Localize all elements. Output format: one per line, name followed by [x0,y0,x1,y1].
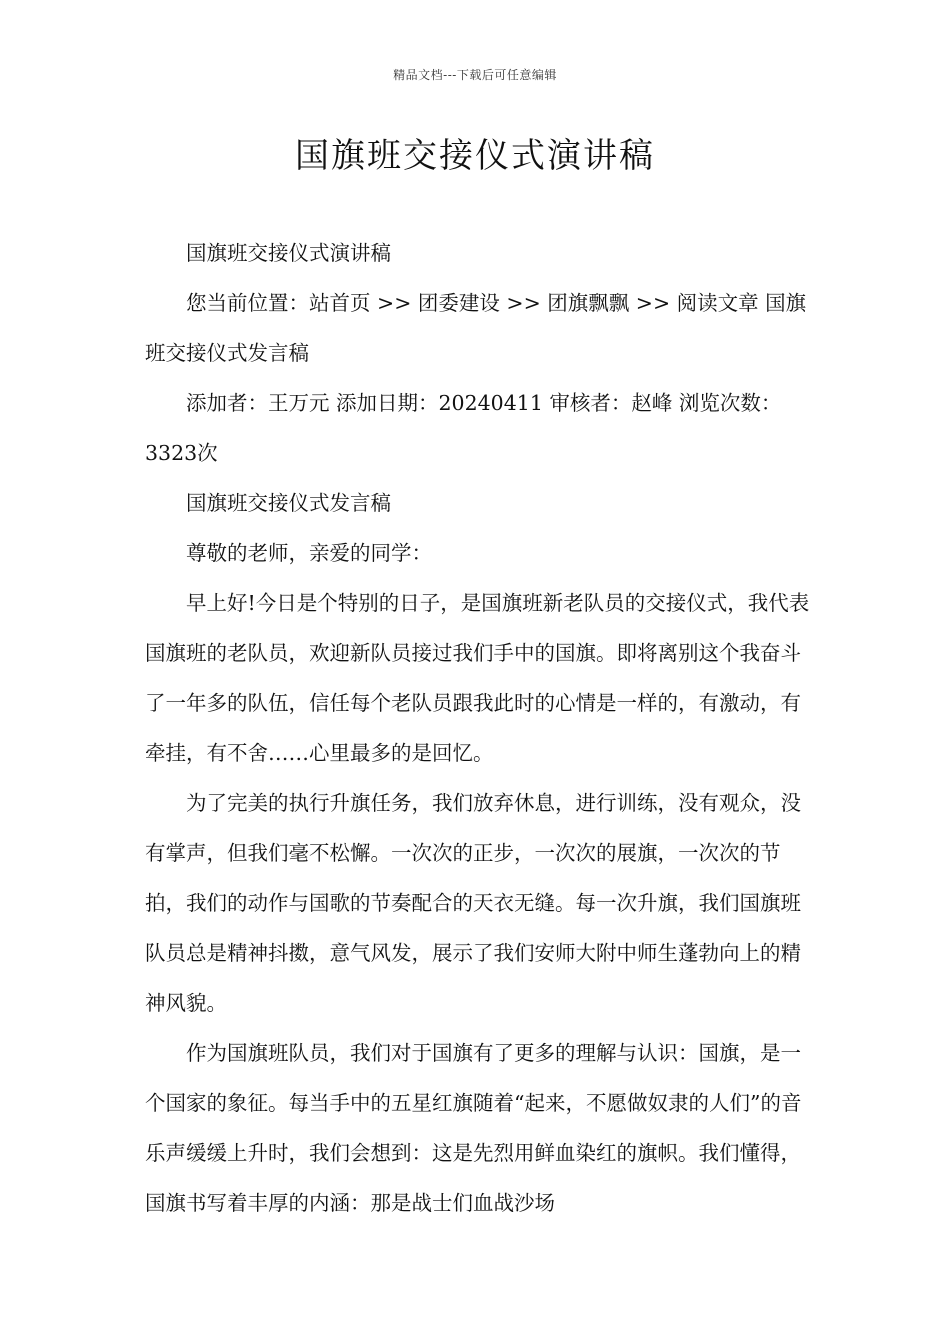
paragraph-body: 早上好!今日是个特别的日子，是国旗班新老队员的交接仪式，我代表国旗班的老队员，欢迎新队员接过我们手中的国旗。即将离别这个我奋斗了一年多的队伍，信任每个老队员跟我此时的心情是一样的，有激动，有牵挂，有不舍……心里最多的是回忆。 [145,591,810,765]
paragraph-speech-title: 国旗班交接仪式发言稿 [186,491,391,515]
paragraph-body: 为了完美的执行升旗任务，我们放弃休息，进行训练，没有观众，没有掌声，但我们毫不松懈。一次次的正步，一次次的展旗，一次次的节拍，我们的动作与国歌的节奏配合的天衣无缝。每一次升旗，我们国旗班队员总是精神抖擞，意气风发，展示了我们安师大附中师生蓬勃向上的精神风貌。 [145,791,801,1015]
header-note: 精品文档---下载后可任意编辑 [393,68,557,82]
document-title: 国旗班交接仪式演讲稿 [295,136,655,176]
paragraph-meta: 添加者：王万元 添加日期：20240411 审核者：赵峰 浏览次数：3323次 [145,391,782,465]
paragraph-salutation: 尊敬的老师，亲爱的同学： [186,541,432,565]
document-body [145,228,810,1228]
paragraph-subtitle: 国旗班交接仪式演讲稿 [186,241,391,265]
paragraph-breadcrumb: 您当前位置：站首页 >> 团委建设 >> 团旗飘飘 >> 阅读文章 国旗班交接仪式发言稿 [145,291,807,365]
paragraph-body: 作为国旗班队员，我们对于国旗有了更多的理解与认识：国旗，是一个国家的象征。每当手中的五星红旗随着“起来，不愿做奴隶的人们”的音乐声缓缓上升时，我们会想到：这是先烈用鲜血染红的旗帜。我们懂得，国旗书写着丰厚的内涵：那是战士们血战沙场 [145,1041,802,1215]
